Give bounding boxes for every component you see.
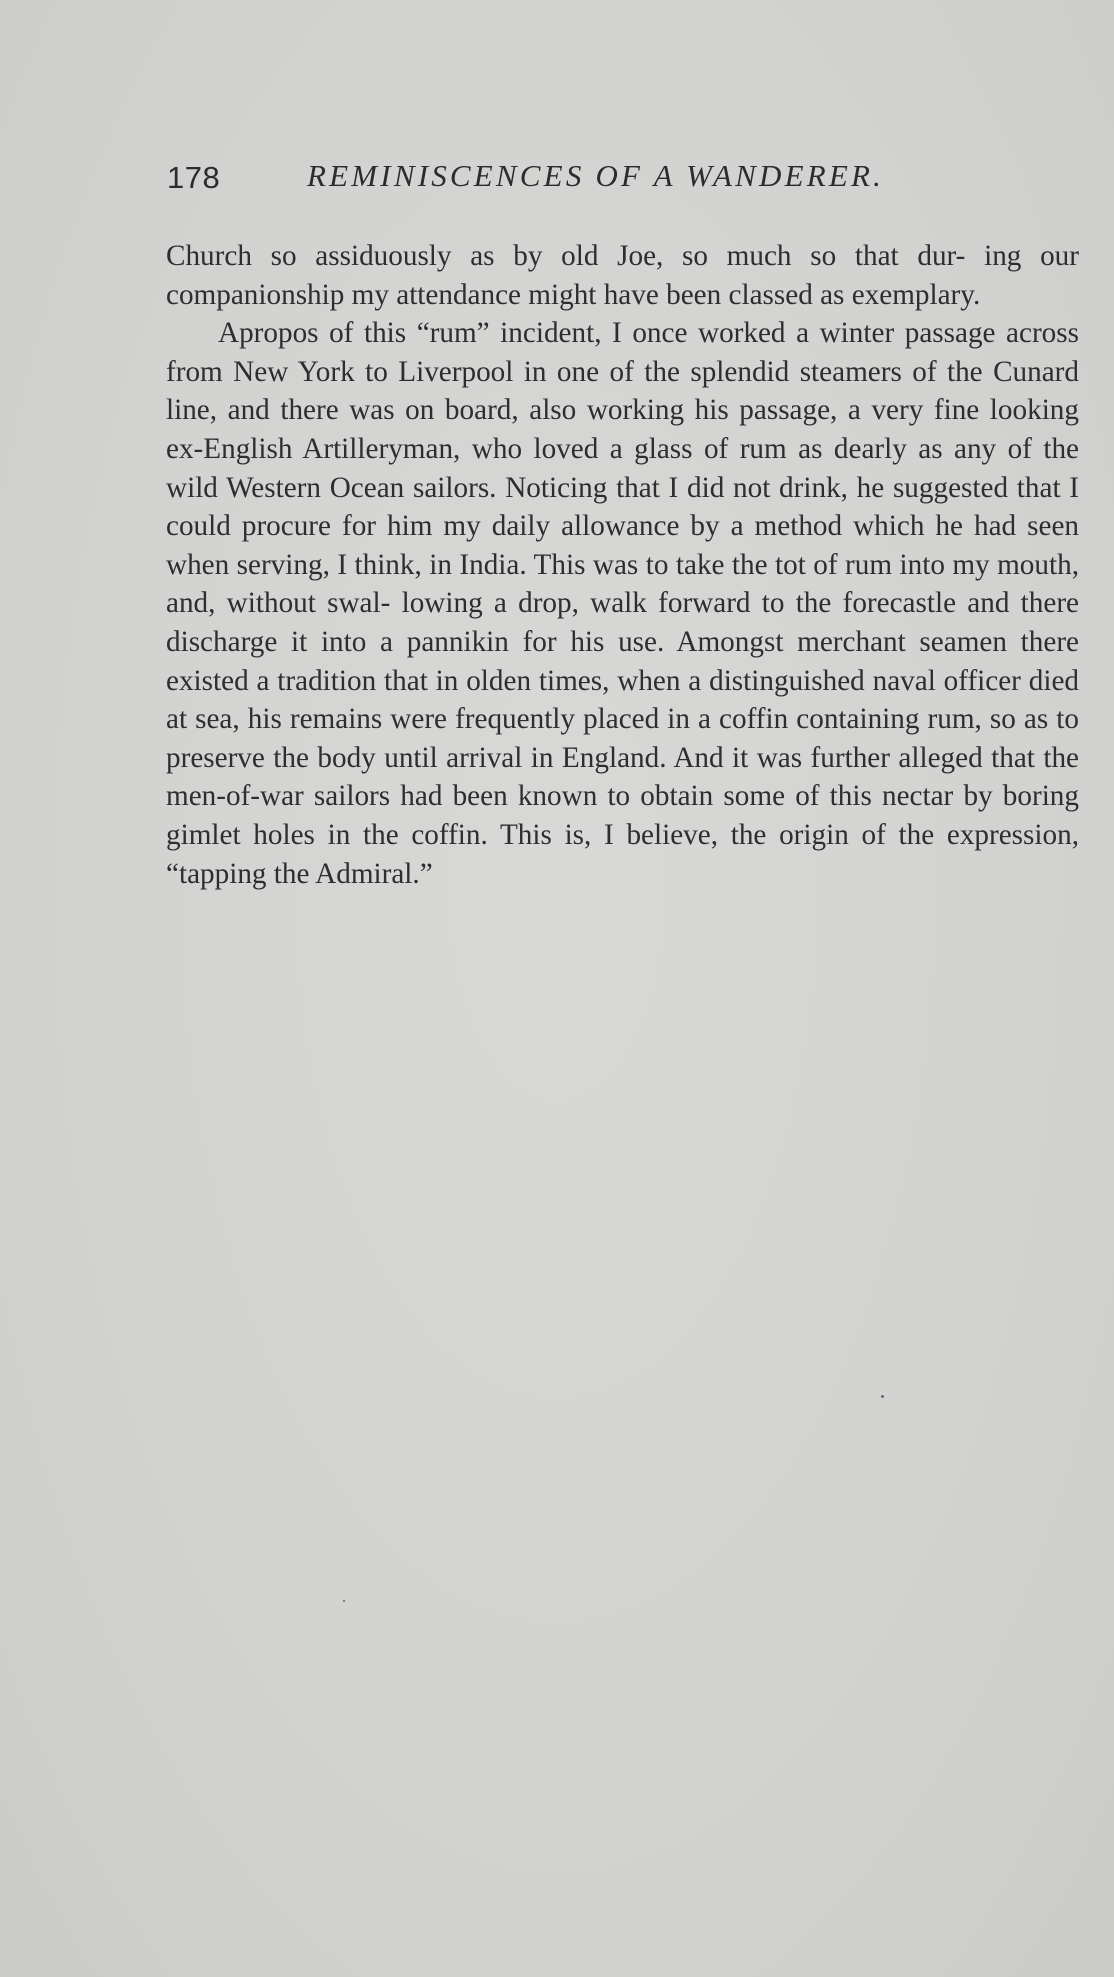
body-text (166, 237, 1079, 893)
page-header (167, 160, 967, 210)
paper-speck (343, 1600, 345, 1602)
page-number: 178 (167, 160, 221, 195)
paper-speck (881, 1395, 884, 1398)
running-title: REMINISCENCES OF A WANDERER. (307, 158, 885, 193)
paragraph-2: Apropos of this “rum” incident, I once worked a winter passage across from New York to Liverpool in one of the splendid steamers of the Cunard line, and there was on board, also working his passage, a very fine looking ex-English Artilleryman, who loved a glass of rum as dearly as any of the wild Western Ocean sailors. Noticing that I did not drink, he suggested that I could procure for him my daily allowance by a method which he had seen when serving, I think, in India. This was to take the tot of rum into my mouth, and, without swal- lowing a drop, walk forward to the forecastle and there discharge it into a pannikin for his use. Amongst merchant seamen there existed a tradition that in olden times, when a distinguished naval officer died at sea, his remains were frequently placed in a coffin containing rum, so as to preserve the body until arrival in England. And it was further alleged that the men-of-war sailors had been known to obtain some of this nectar by boring gimlet holes in the coffin. This is, I believe, the origin of the expression, “tapping the Admiral.” (166, 317, 1079, 890)
paragraph-1: Church so assiduously as by old Joe, so much so that dur- ing our companionship my attendance might have been classed as exemplary. (166, 240, 1079, 311)
